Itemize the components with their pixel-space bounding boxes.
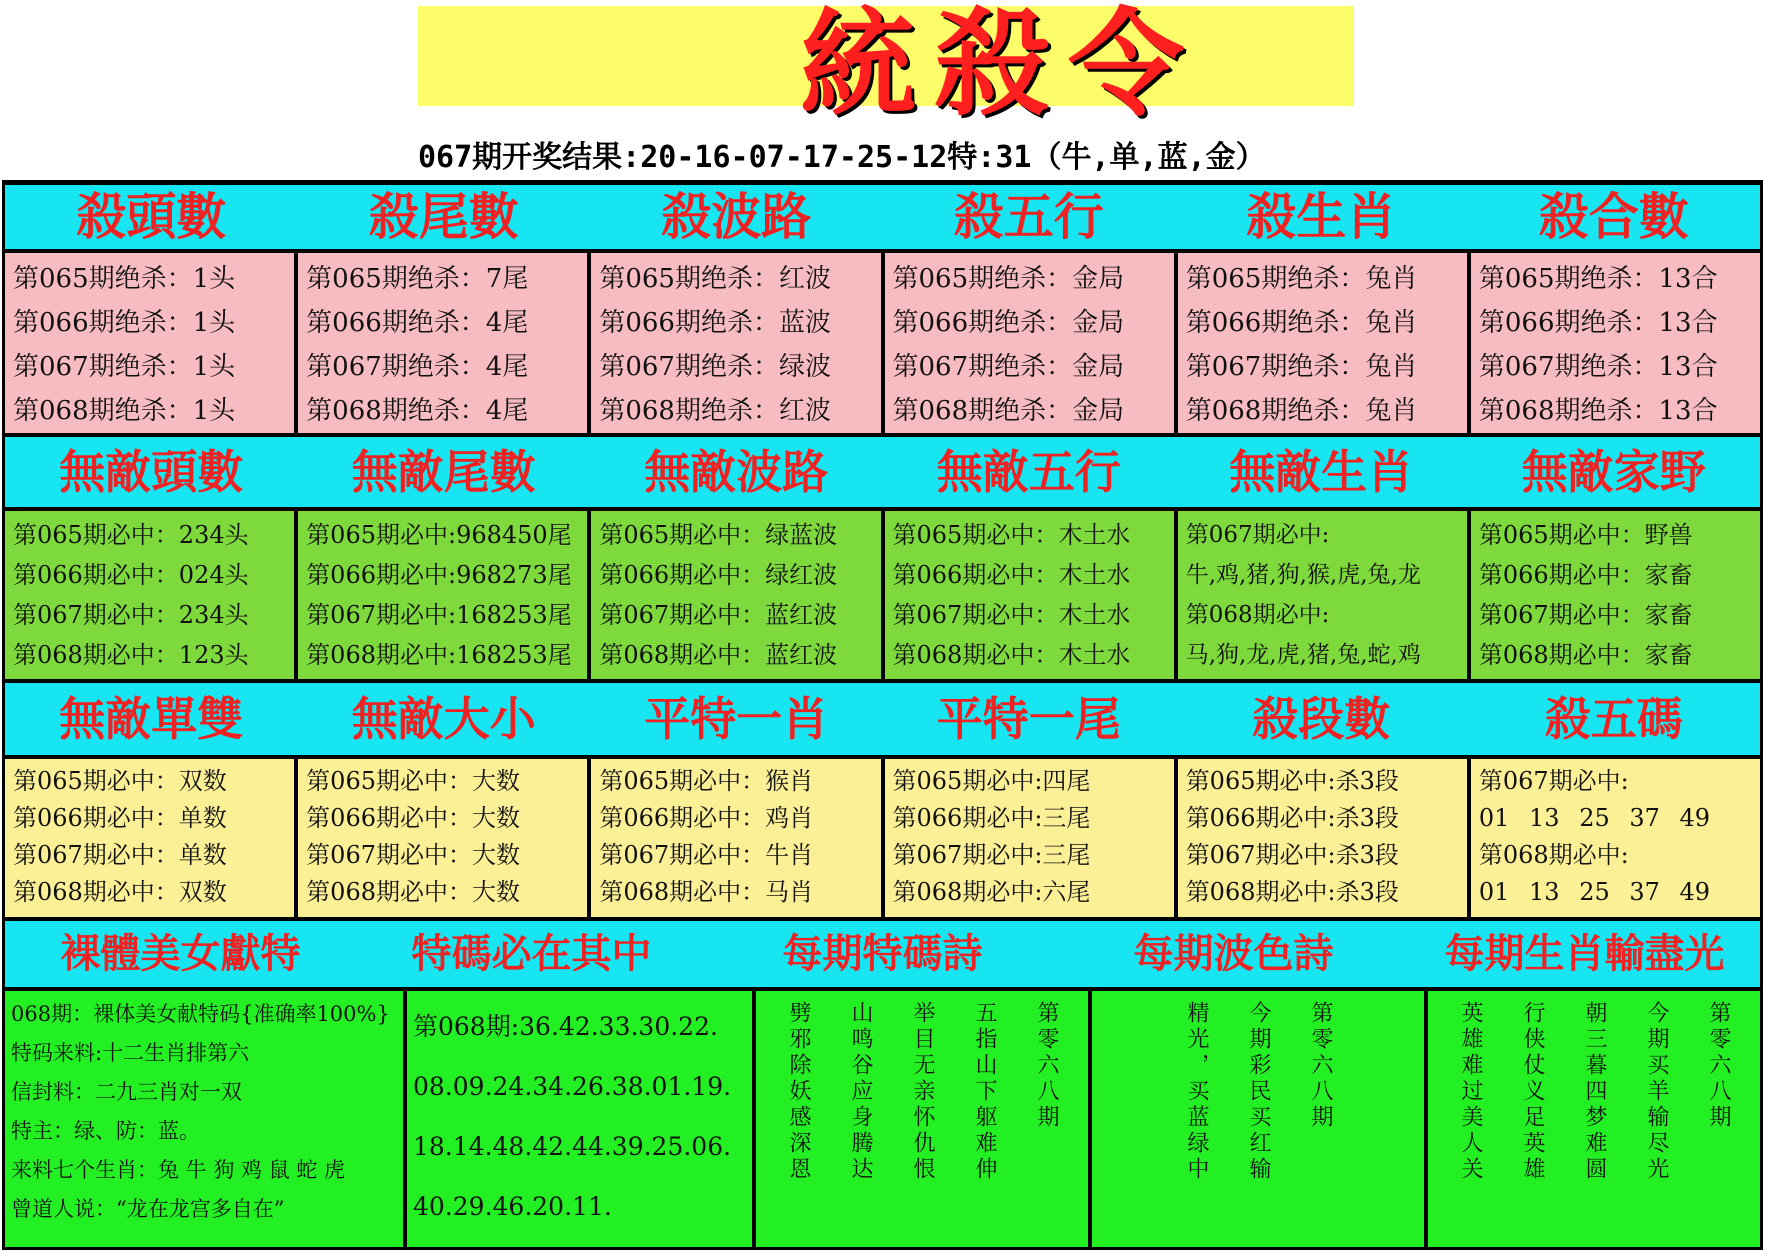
list-item: 第067期必中：牛肖 — [599, 841, 814, 869]
poem-header-row — [5, 921, 1760, 987]
prediction-board — [2, 180, 1763, 1250]
list-item: 第065期绝杀：金局 — [892, 264, 1125, 294]
list-item: 第068期绝杀：红波 — [599, 396, 831, 426]
list-item: 第065期绝杀：13合 — [1478, 264, 1718, 294]
list-item: 第067期绝杀：兔肖 — [1185, 352, 1418, 382]
list-item: 第068期必中：双数 — [13, 878, 227, 906]
header-one-zodiac: 平特一肖 — [644, 692, 829, 746]
header-sure-domestic-wild: 無敵家野 — [1521, 445, 1706, 499]
list-item: 第068期必中：大数 — [306, 878, 520, 906]
header-wave-poem: 每期波色詩 — [1133, 931, 1334, 977]
list-item: 第068期必中: — [1185, 602, 1330, 628]
header-number-pool: 特碼必在其中 — [411, 931, 652, 977]
list-item: 第067期必中：大数 — [306, 841, 520, 869]
list-item: 第068期必中：马肖 — [599, 878, 814, 906]
sure-tail-cell — [298, 511, 587, 679]
list-item: 牛,鸡,猪,狗,猴,虎,兔,龙 — [1185, 562, 1421, 588]
poem-line: 精光，买蓝绿中 — [1184, 1001, 1209, 1183]
poem-line: 山鸣谷应身腾达 — [848, 1001, 873, 1183]
poem-line: 举目无亲怀仇恨 — [910, 1001, 935, 1183]
special-data-row — [5, 759, 1760, 917]
header-number-poem: 每期特碼詩 — [782, 931, 983, 977]
kill-zodiac-cell — [1178, 253, 1467, 433]
list-item: 第068期必中：蓝红波 — [599, 641, 838, 669]
sure-domestic-wild-cell — [1471, 511, 1760, 679]
list-item: 第065期必中：双数 — [13, 767, 227, 795]
poem-line: 第零六八期 — [1706, 1001, 1731, 1131]
header-kill-head: 殺頭數 — [76, 188, 227, 246]
list-item: 第065期绝杀：7尾 — [306, 264, 529, 294]
list-item: 第068期必中:168253尾 — [306, 641, 572, 669]
kill-five-numbers-cell — [1471, 759, 1760, 917]
draw-result: 067期开奖结果:20-16-07-17-25-12特:31（牛,单,蓝,金） — [418, 140, 1266, 175]
list-item: 第068期必中：木土水 — [892, 641, 1131, 669]
list-item: 第066期必中：鸡肖 — [599, 804, 814, 832]
poem-line: 英雄难过美人关 — [1458, 1001, 1483, 1183]
list-item: 第066期绝杀：13合 — [1478, 308, 1718, 338]
kill-element-cell — [885, 253, 1174, 433]
list-item: 马,狗,龙,虎,猪,兔,蛇,鸡 — [1185, 642, 1421, 668]
kill-tail-cell — [298, 253, 587, 433]
poem-line: 第零六八期 — [1034, 1001, 1059, 1131]
list-item: 第067期必中:三尾 — [892, 841, 1091, 869]
header-zodiac-poem: 每期生肖輸盡光 — [1444, 931, 1725, 977]
poem-line: 劈邪除妖感深恩 — [786, 1001, 811, 1183]
list-item: 第068期必中: — [1478, 841, 1629, 869]
list-item: 18.14.48.42.44.39.25.06. — [413, 1132, 732, 1161]
odd-even-cell — [5, 759, 294, 917]
header-kill-zodiac: 殺生肖 — [1246, 188, 1397, 246]
list-item: 特码来料:十二生肖排第六 — [11, 1041, 250, 1065]
sure-zodiac-cell — [1178, 511, 1467, 679]
list-item: 第067期必中：单数 — [13, 841, 227, 869]
kill-header-row — [5, 185, 1760, 249]
list-item: 068期：裸体美女献特码{准确率100%} — [11, 1002, 390, 1026]
list-item: 信封料：二九三肖对一双 — [11, 1080, 242, 1104]
list-item: 第066期必中：单数 — [13, 804, 227, 832]
list-item: 第066期必中:三尾 — [892, 804, 1091, 832]
list-item: 第066期绝杀：兔肖 — [1185, 308, 1418, 338]
header-sure-element: 無敵五行 — [936, 445, 1121, 499]
list-item: 特主：绿、防：蓝。 — [11, 1119, 200, 1143]
header-beauty: 裸體美女獻特 — [60, 931, 301, 977]
zodiac-poem-cell — [1428, 991, 1760, 1247]
list-item: 第066期绝杀：蓝波 — [599, 308, 831, 338]
header-one-tail: 平特一尾 — [936, 692, 1121, 746]
list-item: 第067期绝杀：4尾 — [306, 352, 529, 382]
header-sure-wave: 無敵波路 — [644, 445, 829, 499]
poem-line: 朝三暮四梦难圆 — [1582, 1001, 1607, 1183]
header-sure-zodiac: 無敵生肖 — [1229, 445, 1414, 499]
list-item: 第068期:36.42.33.30.22. — [413, 1012, 718, 1041]
poem-line: 第零六八期 — [1308, 1001, 1333, 1131]
list-item: 第065期必中：木土水 — [892, 521, 1131, 549]
list-item: 01 13 25 37 49 — [1478, 804, 1711, 832]
list-item: 第066期必中:杀3段 — [1185, 804, 1399, 832]
sure-header-row — [5, 437, 1760, 507]
kill-segment-cell — [1178, 759, 1467, 917]
header-kill-wave: 殺波路 — [661, 188, 812, 246]
one-tail-cell — [885, 759, 1174, 917]
kill-head-cell — [5, 253, 294, 433]
list-item: 第065期必中:968450尾 — [306, 521, 572, 549]
list-item: 第066期必中：024头 — [13, 561, 249, 589]
list-item: 第067期必中：234头 — [13, 601, 249, 629]
beauty-cell — [5, 991, 403, 1247]
list-item: 第066期绝杀：4尾 — [306, 308, 529, 338]
list-item: 第065期必中：野兽 — [1478, 521, 1693, 549]
number-pool-cell — [407, 991, 752, 1247]
sure-element-cell — [885, 511, 1174, 679]
header-sure-tail: 無敵尾數 — [351, 445, 536, 499]
header-kill-five-numbers: 殺五碼 — [1544, 692, 1683, 746]
special-header-row — [5, 683, 1760, 755]
list-item: 曾道人说：“龙在龙宫多自在” — [11, 1197, 285, 1221]
list-item: 第067期必中:168253尾 — [306, 601, 572, 629]
list-item: 第066期绝杀：金局 — [892, 308, 1125, 338]
sure-head-cell — [5, 511, 294, 679]
poem-data-row — [5, 991, 1760, 1247]
list-item: 第067期绝杀：13合 — [1478, 352, 1718, 382]
list-item: 第066期必中：木土水 — [892, 561, 1131, 589]
list-item: 第067期必中：家畜 — [1478, 601, 1693, 629]
poem-line: 五指山下躯难伸 — [972, 1001, 997, 1183]
list-item: 第068期必中：123头 — [13, 641, 249, 669]
kill-data-row — [5, 253, 1760, 433]
one-zodiac-cell — [591, 759, 880, 917]
list-item: 第067期绝杀：1头 — [13, 352, 236, 382]
list-item: 第065期必中：绿蓝波 — [599, 521, 838, 549]
header-kill-tail: 殺尾數 — [368, 188, 519, 246]
header-kill-sum: 殺合數 — [1538, 188, 1689, 246]
wave-poem-cell — [1092, 991, 1424, 1247]
list-item: 第065期必中:四尾 — [892, 767, 1091, 795]
poem-line: 今期彩民买红输 — [1246, 1001, 1271, 1183]
sure-data-row — [5, 511, 1760, 679]
header-kill-segment: 殺段數 — [1252, 692, 1391, 746]
poem-line: 行侠仗义足英雄 — [1520, 1001, 1545, 1183]
poem-line: 今期买羊输尽光 — [1644, 1001, 1669, 1183]
list-item: 第066期必中:968273尾 — [306, 561, 572, 589]
list-item: 第068期绝杀：金局 — [892, 396, 1125, 426]
list-item: 第065期绝杀：红波 — [599, 264, 831, 294]
header-big-small: 無敵大小 — [351, 692, 536, 746]
header-odd-even: 無敵單雙 — [59, 692, 244, 746]
list-item: 第065期绝杀：1头 — [13, 264, 236, 294]
list-item: 第065期绝杀：兔肖 — [1185, 264, 1418, 294]
list-item: 第068期绝杀：兔肖 — [1185, 396, 1418, 426]
kill-sum-cell — [1471, 253, 1760, 433]
list-item: 第066期必中：绿红波 — [599, 561, 838, 589]
page-title: 統殺令 — [800, 0, 1202, 132]
list-item: 第068期必中:杀3段 — [1185, 878, 1399, 906]
big-small-cell — [298, 759, 587, 917]
list-item: 第067期必中：蓝红波 — [599, 601, 838, 629]
list-item: 第067期绝杀：金局 — [892, 352, 1125, 382]
list-item: 第067期必中:杀3段 — [1185, 841, 1399, 869]
list-item: 第068期绝杀：13合 — [1478, 396, 1718, 426]
list-item: 第068期绝杀：4尾 — [306, 396, 529, 426]
list-item: 第067期绝杀：绿波 — [599, 352, 831, 382]
list-item: 第066期必中：大数 — [306, 804, 520, 832]
list-item: 第065期必中:杀3段 — [1185, 767, 1399, 795]
list-item: 第065期必中：234头 — [13, 521, 249, 549]
list-item: 第068期绝杀：1头 — [13, 396, 236, 426]
list-item: 第068期必中:六尾 — [892, 878, 1091, 906]
list-item: 第066期绝杀：1头 — [13, 308, 236, 338]
list-item: 第067期必中: — [1185, 522, 1330, 548]
list-item: 40.29.46.20.11. — [413, 1192, 612, 1221]
list-item: 第067期必中：木土水 — [892, 601, 1131, 629]
list-item: 08.09.24.34.26.38.01.19. — [413, 1072, 732, 1101]
kill-wave-cell — [591, 253, 880, 433]
list-item: 第066期必中：家畜 — [1478, 561, 1693, 589]
list-item: 第067期必中: — [1478, 767, 1629, 795]
list-item: 第068期必中：家畜 — [1478, 641, 1693, 669]
header-kill-element: 殺五行 — [953, 188, 1104, 246]
header-sure-head: 無敵頭數 — [59, 445, 244, 499]
list-item: 第065期必中：猴肖 — [599, 767, 814, 795]
list-item: 01 13 25 37 49 — [1478, 878, 1711, 906]
list-item: 来料七个生肖：兔 牛 狗 鸡 鼠 蛇 虎 — [11, 1158, 346, 1182]
sure-wave-cell — [591, 511, 880, 679]
list-item: 第065期必中：大数 — [306, 767, 520, 795]
number-poem-cell — [756, 991, 1088, 1247]
